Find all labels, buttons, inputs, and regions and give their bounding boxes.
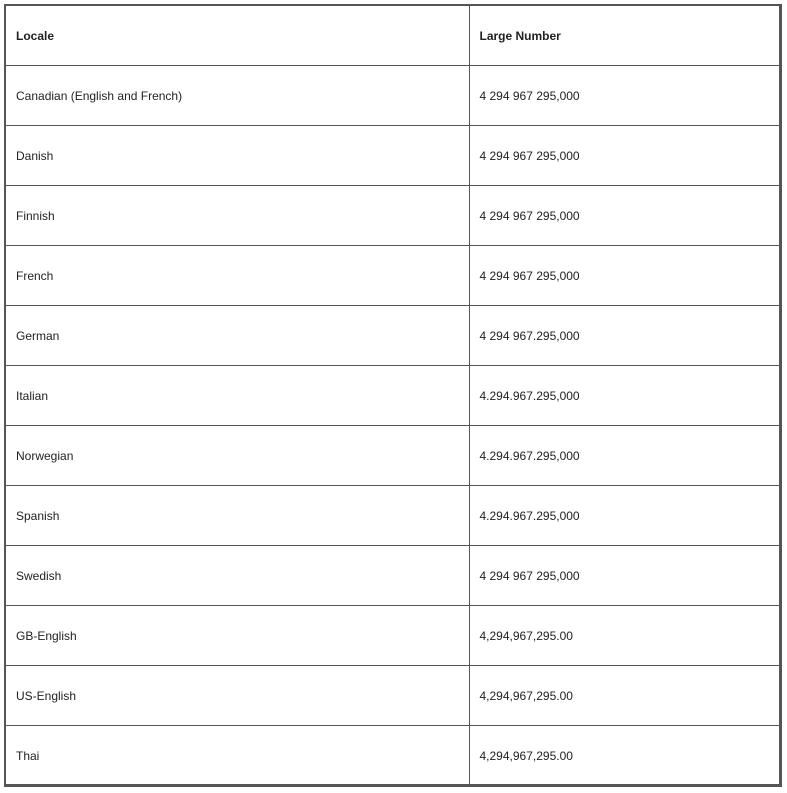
cell-locale: GB-English <box>6 606 469 666</box>
table-row <box>6 366 779 426</box>
cell-locale: Canadian (English and French) <box>6 66 469 126</box>
table-row <box>6 726 779 786</box>
cell-large-number: 4 294 967 295,000 <box>469 186 779 246</box>
table-header-row <box>6 6 779 66</box>
table-row <box>6 426 779 486</box>
cell-locale: Spanish <box>6 486 469 546</box>
cell-large-number: 4 294 967.295,000 <box>469 306 779 366</box>
cell-locale: Italian <box>6 366 469 426</box>
cell-locale: French <box>6 246 469 306</box>
cell-large-number: 4,294,967,295.00 <box>469 606 779 666</box>
cell-locale: US-English <box>6 666 469 726</box>
table-row <box>6 306 779 366</box>
locale-number-table <box>6 6 779 785</box>
locale-number-table-container <box>4 4 782 787</box>
cell-locale: Danish <box>6 126 469 186</box>
cell-locale: Norwegian <box>6 426 469 486</box>
cell-large-number: 4 294 967 295,000 <box>469 546 779 606</box>
table-row <box>6 486 779 546</box>
column-header-locale: Locale <box>6 6 469 66</box>
table-row <box>6 66 779 126</box>
cell-large-number: 4 294 967 295,000 <box>469 66 779 126</box>
table-row <box>6 666 779 726</box>
cell-locale: German <box>6 306 469 366</box>
table-row <box>6 606 779 666</box>
cell-locale: Swedish <box>6 546 469 606</box>
cell-locale: Finnish <box>6 186 469 246</box>
table-row <box>6 246 779 306</box>
table-row <box>6 546 779 606</box>
table-row <box>6 126 779 186</box>
cell-large-number: 4.294.967.295,000 <box>469 486 779 546</box>
column-header-large-number: Large Number <box>469 6 779 66</box>
cell-locale: Thai <box>6 726 469 786</box>
cell-large-number: 4,294,967,295.00 <box>469 726 779 786</box>
cell-large-number: 4 294 967 295,000 <box>469 126 779 186</box>
cell-large-number: 4.294.967.295,000 <box>469 366 779 426</box>
cell-large-number: 4.294.967.295,000 <box>469 426 779 486</box>
cell-large-number: 4,294,967,295.00 <box>469 666 779 726</box>
table-row <box>6 186 779 246</box>
cell-large-number: 4 294 967 295,000 <box>469 246 779 306</box>
